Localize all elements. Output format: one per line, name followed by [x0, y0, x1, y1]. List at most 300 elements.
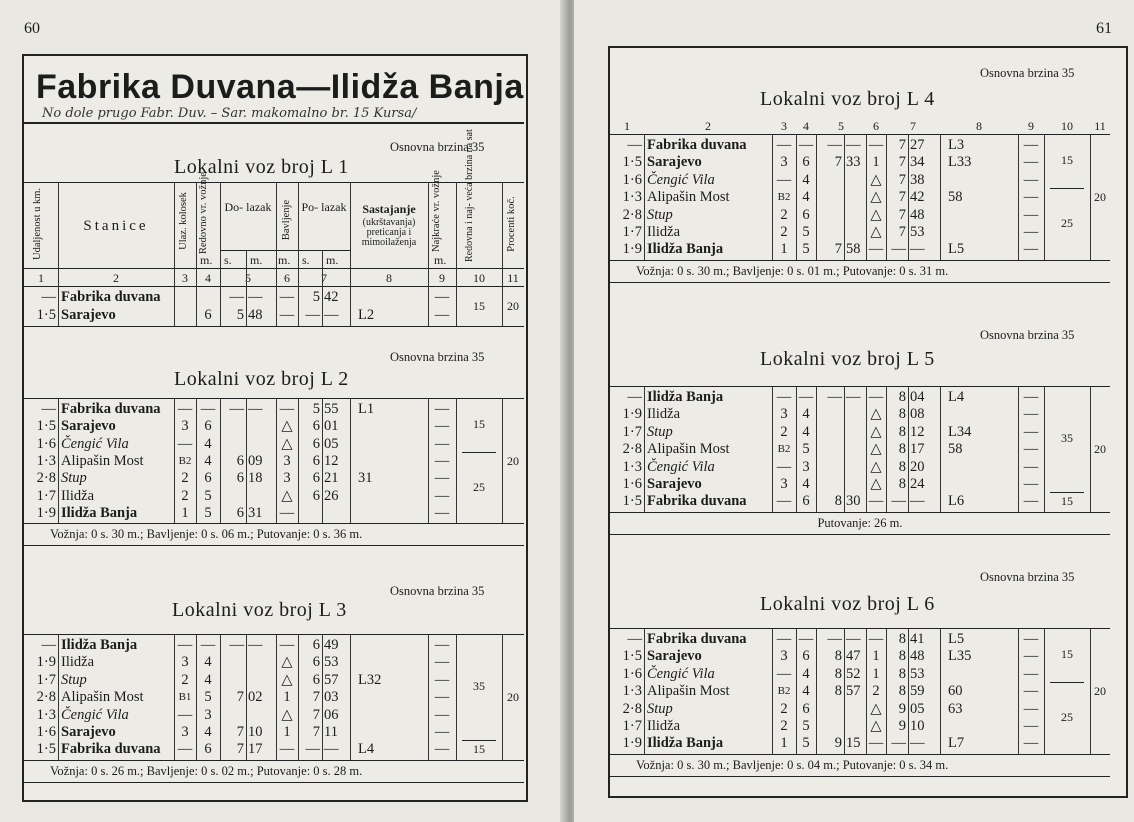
L5-row-ulaz: — [776, 389, 792, 405]
L4-row-vr: 6 [802, 206, 810, 223]
L6-row-bav: 1 [872, 648, 880, 665]
L3-row-sast: L32 [358, 671, 382, 688]
L2-row-ulaz: B2 [178, 454, 192, 467]
L2-row-station: Alipašin Most [61, 452, 144, 469]
L6-row-bav: 2 [872, 683, 880, 700]
page-number-left: 60 [24, 20, 40, 37]
L4-row-vr: 6 [802, 154, 810, 171]
L4-row-dol-m: — [846, 137, 861, 153]
L5-row-dol-m: 30 [846, 493, 861, 510]
L3-row-km: 1·3 [36, 706, 56, 723]
L6-row-sast: 63 [948, 700, 963, 717]
L6-row-naj: — [1023, 700, 1039, 717]
L6-row-km: 1·7 [622, 718, 642, 734]
L4-row-sast: L33 [948, 154, 972, 171]
L2-row-naj: — [434, 418, 450, 435]
L4-title: Lokalni voz broj L 4 [760, 88, 935, 110]
L1-header-top [24, 182, 524, 183]
L5-row-sast: 58 [948, 441, 963, 458]
L3-row-pol-s: 7 [312, 724, 320, 740]
L6-rows-top [610, 628, 1110, 629]
L6-row-station: Sarajevo [647, 648, 702, 665]
L2-row-pol-s: 6 [312, 487, 320, 504]
L3-row-station: Alipašin Most [61, 689, 144, 706]
L6-row-ulaz: — [776, 631, 792, 647]
L2-row-dol-s: 6 [236, 452, 244, 469]
L2-row-km: 1·6 [36, 435, 56, 452]
L1-u-m1: m. [200, 253, 213, 267]
L4-num-bottom [610, 134, 1110, 135]
L5-row-km: 2·8 [622, 441, 642, 458]
L6-row-pol-s: 8 [898, 631, 906, 647]
title-rule [24, 122, 524, 124]
L6-rows-bottom [610, 754, 1110, 755]
L1-colnum: 3 [182, 271, 188, 285]
L2-row-sast: 31 [358, 470, 373, 487]
L1-row-pol-m: — [324, 307, 339, 323]
L6-footer: Vožnja: 0 s. 30 m.; Bavljenje: 0 s. 04 m.; Putovanje: 0 s. 34 m. [636, 757, 949, 772]
L5-row-vr: 6 [802, 493, 810, 510]
L2-row-bav: 3 [283, 470, 291, 487]
L1-h-stations: Stanice [83, 218, 149, 234]
L5-row-ulaz: — [776, 493, 792, 510]
L1-row-dol-m: — [248, 289, 263, 305]
L5-row-vr: 4 [802, 476, 810, 492]
L6-row-bav: — [868, 735, 884, 752]
L2-row-dol-s: 6 [236, 504, 244, 521]
L4-row-station: Sarajevo [647, 154, 702, 171]
L4-colnum: 6 [873, 119, 879, 133]
L4-col-rule [940, 134, 941, 260]
L6-row-vr: — [798, 631, 814, 647]
L4-row-km: 1·3 [622, 189, 642, 206]
L2-row-vr: 5 [204, 487, 212, 504]
L2-row-naj: — [434, 504, 450, 521]
L6-brzina-b: 25 [1061, 710, 1073, 724]
L3-row-dol-s: 7 [236, 689, 244, 706]
L6-row-pol-m: 05 [910, 700, 925, 717]
L2-row-dol-m: — [248, 401, 263, 417]
L6-row-pol-m: 48 [910, 648, 925, 665]
L4-row-pol-s: 7 [898, 154, 906, 171]
L6-row-km: 2·8 [622, 700, 642, 717]
L1-h-distance: Udaljenost u km. [32, 187, 43, 260]
L4-row-ulaz: 2 [780, 224, 788, 240]
L4-row-pol-m: 53 [910, 224, 925, 240]
L5-row-station: Ilidža Banja [647, 389, 724, 405]
L4-row-ulaz: B2 [777, 191, 791, 204]
L3-row-bav: 1 [283, 689, 291, 706]
L5-row-km: — [627, 389, 642, 405]
L2-row-vr: 6 [204, 418, 212, 435]
L6-row-vr: 6 [802, 648, 810, 665]
L6-row-km: 1·5 [622, 648, 642, 665]
L5-row-pol-m: 08 [910, 406, 925, 423]
L2-row-pol-m: 12 [324, 452, 339, 469]
L4-colnum: 10 [1061, 119, 1073, 133]
L6-col-rule [908, 628, 909, 754]
L4-row-vr: 4 [802, 171, 810, 188]
L6-row-naj: — [1023, 631, 1039, 647]
L4-footer: Vožnja: 0 s. 30 m.; Bavljenje: 0 s. 01 m.; Putovanje: 0 s. 31 m. [636, 263, 949, 278]
L5-row-naj: — [1023, 458, 1039, 475]
L4-row-ulaz: — [776, 171, 792, 188]
L3-row-dol-s: 7 [236, 724, 244, 740]
L4-row-pol-m: 27 [910, 137, 925, 153]
L2-row-station: Ilidža Banja [61, 504, 138, 521]
L1-u-m3: m. [278, 253, 291, 267]
L2-row-sast: L1 [358, 401, 375, 417]
L3-row-naj: — [434, 671, 450, 688]
L1-row-bav: — [279, 307, 295, 323]
L4-row-bav: — [868, 137, 884, 153]
L5-row-pol-m: 04 [910, 389, 925, 405]
L4-row-vr: 5 [802, 241, 810, 258]
L3-row-naj: — [434, 689, 450, 706]
L3-rows-top [24, 634, 524, 635]
L3-row-bav: — [279, 741, 295, 758]
L5-col-rule [940, 386, 941, 512]
L1-col-rule [322, 250, 323, 326]
L3-row-pol-m: 49 [324, 637, 339, 653]
L1-row-naj: — [434, 289, 450, 305]
L2-row-naj: — [434, 401, 450, 417]
L5-row-dol-s: 8 [834, 493, 842, 510]
L2-row-dol-m: 31 [248, 504, 263, 521]
L3-row-pol-s: 6 [312, 637, 320, 653]
L2-col-rule [322, 398, 323, 523]
L5-row-naj: — [1023, 493, 1039, 510]
L6-title: Lokalni voz broj L 6 [760, 593, 935, 615]
L1-row-station: Sarajevo [61, 307, 116, 323]
L5-row-naj: — [1023, 423, 1039, 440]
L3-row-vr: — [200, 637, 216, 653]
L3-row-dol-s: — [229, 637, 244, 653]
L2-row-km: 1·3 [36, 452, 56, 469]
L6-row-sast: L7 [948, 735, 965, 752]
L1-row-pol-m: 42 [324, 289, 339, 305]
L6-row-sast: L5 [948, 631, 965, 647]
L6-row-dol-s: 9 [834, 735, 842, 752]
L3-row-ulaz: B1 [178, 691, 192, 704]
L3-row-bav: △ [281, 654, 293, 671]
L3-row-ulaz: 2 [181, 671, 189, 688]
L4-colnum: 4 [803, 119, 809, 133]
L6-row-pol-s: 8 [898, 683, 906, 700]
L5-row-pol-s: 8 [898, 476, 906, 492]
L4-rows-bottom [610, 260, 1110, 261]
L6-row-sast: L35 [948, 648, 972, 665]
L5-row-ulaz: 3 [780, 476, 788, 492]
L6-row-pol-s: — [891, 735, 906, 752]
L6-row-vr: 5 [802, 735, 810, 752]
L6-row-bav: △ [870, 700, 882, 717]
L2-row-bav: △ [281, 418, 293, 435]
L6-row-dol-m: 52 [846, 665, 861, 682]
L1-u-s1: s. [224, 253, 232, 267]
L5-row-pol-s: 8 [898, 423, 906, 440]
L6-row-vr: 4 [802, 683, 810, 700]
L6-row-ulaz: 1 [780, 735, 788, 752]
L2-col-rule [350, 398, 351, 523]
L3-col-rule [246, 634, 247, 760]
L3-row-pol-m: 53 [324, 654, 339, 671]
L6-row-station: Ilidža Banja [647, 735, 724, 752]
L1-row-naj: — [434, 307, 450, 323]
L3-col-rule [322, 634, 323, 760]
L4-row-ulaz: 3 [780, 154, 788, 171]
L5-row-km: 1·9 [622, 406, 642, 423]
L6-row-pol-m: — [910, 735, 925, 752]
L2-row-pol-s: 5 [312, 401, 320, 417]
L5-row-km: 1·6 [622, 476, 642, 492]
L4-row-pol-s: 7 [898, 189, 906, 206]
L5-row-dol-m: — [846, 389, 861, 405]
L6-row-station: Fabrika duvana [647, 631, 747, 647]
L6-row-bav: △ [870, 718, 882, 734]
L3-row-station: Ilidža [61, 654, 95, 671]
L5-row-ulaz: — [776, 458, 792, 475]
L5-row-bav: △ [870, 476, 882, 492]
L6-row-km: 1·3 [622, 683, 642, 700]
L6-row-km: 1·6 [622, 665, 642, 682]
L4-row-vr: 5 [802, 224, 810, 240]
L4-colnum: 9 [1028, 119, 1034, 133]
L5-row-station: Sarajevo [647, 476, 702, 492]
L5-row-station: Stup [647, 423, 673, 440]
L3-footer-bottom [24, 782, 524, 783]
L3-row-bav: — [279, 637, 295, 653]
L4-colnum: 3 [781, 119, 787, 133]
L3-row-station: Fabrika duvana [61, 741, 161, 758]
L3-row-pol-m: 57 [324, 671, 339, 688]
L2-row-naj: — [434, 452, 450, 469]
L3-row-ulaz: 3 [181, 654, 189, 671]
L2-row-pol-m: 01 [324, 418, 339, 435]
L6-row-sast: 60 [948, 683, 963, 700]
L6-col-rule [644, 628, 645, 754]
L6-col-rule [940, 628, 941, 754]
L3-row-bav: △ [281, 671, 293, 688]
L2-col-rule [58, 398, 59, 523]
L1-colnum: 1 [38, 271, 44, 285]
L2-speed: Osnovna brzina 35 [390, 350, 485, 364]
L3-row-km: 1·7 [36, 671, 56, 688]
L1-u-m2: m. [250, 253, 263, 267]
L3-row-km: 2·8 [36, 689, 56, 706]
L1-row-station: Fabrika duvana [61, 289, 161, 305]
L6-brzina-a: 15 [1061, 647, 1073, 662]
L5-row-vr: 3 [802, 458, 810, 475]
L1-num-bottom [24, 286, 524, 287]
L4-col-rule [844, 134, 845, 260]
L3-row-km: 1·9 [36, 654, 56, 671]
L4-row-station: Ilidža Banja [647, 241, 724, 258]
L4-col-rule [644, 134, 645, 260]
L3-row-dol-m: 02 [248, 689, 263, 706]
L2-footer: Vožnja: 0 s. 30 m.; Bavljenje: 0 s. 06 m.; Putovanje: 0 s. 36 m. [50, 527, 363, 542]
L5-row-bav: — [868, 389, 884, 405]
L4-row-km: 1·5 [622, 154, 642, 171]
L2-row-ulaz: — [177, 435, 193, 452]
L6-row-station: Alipašin Most [647, 683, 730, 700]
L1-col-rule [174, 182, 175, 326]
L1-h-ulaz: Ulaz. kolosek [178, 192, 189, 250]
L6-row-vr: 4 [802, 665, 810, 682]
L2-row-naj: — [434, 487, 450, 504]
L3-row-dol-s: 7 [236, 741, 244, 758]
L5-row-bav: — [868, 493, 884, 510]
L5-row-pol-s: 8 [898, 406, 906, 423]
L5-row-pol-s: 8 [898, 389, 906, 405]
L3-row-km: — [41, 637, 56, 653]
L1-rows-bottom [24, 326, 524, 327]
L2-row-station: Sarajevo [61, 418, 116, 435]
L5-row-pol-m: — [910, 493, 925, 510]
L2-brzina-split [462, 452, 496, 453]
L3-footer: Vožnja: 0 s. 26 m.; Bavljenje: 0 s. 02 m.; Putovanje: 0 s. 28 m. [50, 763, 363, 778]
L6-row-pol-s: 9 [898, 718, 906, 734]
L1-u-m4: m. [326, 253, 339, 267]
L5-rows-bottom [610, 512, 1110, 513]
L3-row-bav: △ [281, 706, 293, 723]
L3-row-vr: 6 [204, 741, 212, 758]
L5-row-vr: — [798, 389, 814, 405]
L5-procenti: 20 [1094, 441, 1106, 456]
L1-row-dol-m: 48 [248, 307, 263, 323]
L5-row-naj: — [1023, 406, 1039, 423]
L4-row-km: — [627, 137, 642, 153]
L1-h-polazak: Po- lazak [301, 200, 347, 214]
L6-row-ulaz: — [776, 665, 792, 682]
L1-col-rule [196, 182, 197, 326]
L3-row-pol-s: 6 [312, 671, 320, 688]
L4-row-bav: △ [870, 206, 882, 223]
L3-row-dol-m: — [248, 637, 263, 653]
L4-row-pol-s: 7 [898, 224, 906, 240]
L4-row-ulaz: 1 [780, 241, 788, 258]
L4-row-bav: △ [870, 189, 882, 206]
L3-row-ulaz: — [177, 706, 193, 723]
L4-row-station: Ilidža [647, 224, 681, 240]
L3-row-ulaz: — [177, 741, 193, 758]
L6-row-ulaz: 2 [780, 700, 788, 717]
L3-row-pol-m: 03 [324, 689, 339, 706]
L4-row-vr: — [798, 137, 814, 153]
L3-row-vr: 4 [204, 724, 212, 740]
L4-row-pol-m: 42 [910, 189, 925, 206]
L4-row-naj: — [1023, 154, 1039, 171]
L1-row-dol-s: — [229, 289, 244, 305]
L5-brzina-a: 35 [1061, 431, 1073, 446]
L5-rows-top [610, 386, 1110, 387]
L4-row-km: 1·7 [622, 224, 642, 240]
L4-speed: Osnovna brzina 35 [980, 66, 1075, 80]
L6-row-dol-s: — [827, 631, 842, 647]
L4-row-km: 1·6 [622, 171, 642, 188]
L5-row-pol-s: 8 [898, 441, 906, 458]
L1-u-m5: m. [434, 253, 447, 267]
L1-h-dolazak: Do- lazak [224, 200, 272, 214]
L5-row-vr: 4 [802, 423, 810, 440]
handwritten-note: No dole prugo Fabr. Duv. – Sar. makomalno br. 15 Kursa/ [42, 106, 417, 121]
L3-row-pol-m: 11 [324, 724, 338, 740]
L5-col-rule [844, 386, 845, 512]
L3-row-pol-m: 06 [324, 706, 339, 723]
L5-footer-bottom [610, 534, 1110, 535]
L4-brzina-b: 25 [1061, 216, 1073, 230]
L6-row-ulaz: 3 [780, 648, 788, 665]
L3-brzina-a: 35 [473, 679, 485, 694]
L3-rows-bottom [24, 760, 524, 761]
L2-row-dol-m: 09 [248, 452, 263, 469]
L2-row-bav: △ [281, 487, 293, 504]
L1-col-rule [350, 182, 351, 326]
L5-row-sast: L6 [948, 493, 965, 510]
L2-row-pol-m: 55 [324, 401, 339, 417]
L3-row-sast: L4 [358, 741, 375, 758]
L1-colnum: 10 [473, 271, 485, 285]
L4-colnum: 7 [910, 119, 916, 133]
L3-row-pol-m: — [324, 741, 339, 758]
L4-row-station: Stup [647, 206, 673, 223]
L3-col-rule [58, 634, 59, 760]
L6-row-station: Čengić Vila [647, 665, 715, 682]
L6-row-pol-m: 10 [910, 718, 925, 734]
L3-row-station: Čengić Vila [61, 706, 129, 723]
L5-row-km: 1·7 [622, 423, 642, 440]
L2-row-bav: 3 [283, 452, 291, 469]
L1-row-pol-s: — [305, 307, 320, 323]
L2-footer-bottom [24, 545, 524, 546]
L4-row-ulaz: 2 [780, 206, 788, 223]
L6-row-km: 1·9 [622, 735, 642, 752]
L2-row-station: Ilidža [61, 487, 95, 504]
L4-row-dol-m: 58 [846, 241, 861, 258]
L5-footer: Putovanje: 26 m. [817, 515, 903, 530]
L4-row-bav: △ [870, 171, 882, 188]
L3-row-bav: 1 [283, 724, 291, 740]
L2-procenti: 20 [507, 453, 519, 468]
L1-h-redovno: Redovno vr. vožnje [198, 172, 209, 254]
L1-row-km: 1·5 [36, 307, 56, 323]
L2-row-vr: 4 [204, 435, 212, 452]
L2-row-station: Stup [61, 470, 87, 487]
L6-row-naj: — [1023, 718, 1039, 734]
L5-row-ulaz: 3 [780, 406, 788, 423]
L4-brzina-split [1050, 188, 1084, 189]
L3-row-km: 1·6 [36, 724, 56, 740]
L6-row-station: Stup [647, 700, 673, 717]
L5-row-sast: L4 [948, 389, 965, 405]
L1-row-sast: L2 [358, 307, 375, 323]
L6-col-rule [844, 628, 845, 754]
L2-row-pol-s: 6 [312, 452, 320, 469]
L3-procenti: 20 [507, 689, 519, 704]
L5-row-bav: △ [870, 423, 882, 440]
L6-row-pol-s: 8 [898, 665, 906, 682]
L4-row-pol-m: 48 [910, 206, 925, 223]
L4-colnum: 8 [976, 119, 982, 133]
L6-row-vr: 5 [802, 718, 810, 734]
L4-row-pol-s: 7 [898, 171, 906, 188]
L6-row-dol-m: — [846, 631, 861, 647]
L1-row-km: — [41, 289, 56, 305]
L2-brzina-b: 25 [473, 479, 485, 494]
L6-footer-bottom [610, 776, 1110, 777]
L4-row-pol-m: 38 [910, 171, 925, 188]
L5-row-naj: — [1023, 476, 1039, 492]
